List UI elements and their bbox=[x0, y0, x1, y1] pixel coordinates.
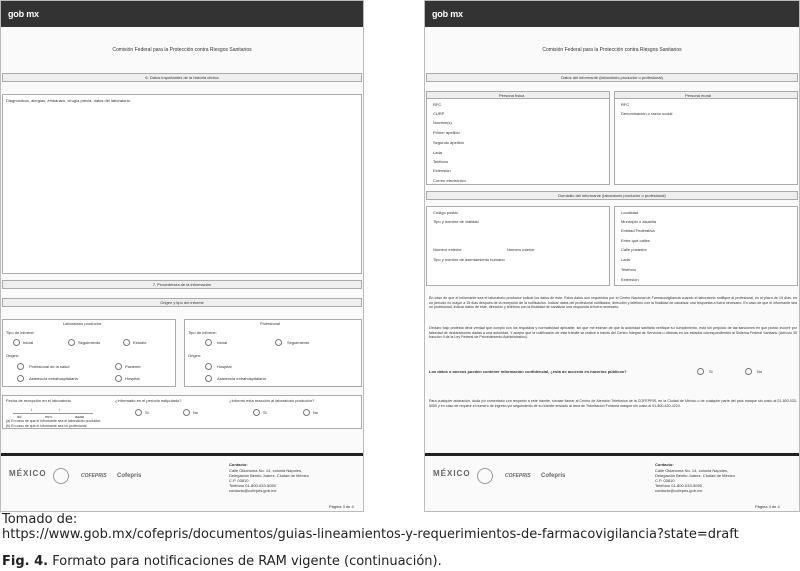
address-line: contacto@cofepris.gob.mx bbox=[229, 488, 277, 493]
origen-label: Origen: bbox=[6, 353, 20, 358]
informant-paragraph: En caso de que el informante sea el laboratorio productor indicar los datos de éste. Estos datos son requeridos por el Centro Nacional de Farmacovigilancia cuando el laboratorio notifique al profesional, en el plazo de 15 días, en un período no mayor a 15 días después de la recepción de la notificación. Indicar datos del profesional notificador, dirección y teléfono con la finalidad de canalizar una respuesta a fuera necesario. En caso de que el informante sea un profesional, indicar datos de éste, dirección y teléfono con la finalidad de canalizar una respuesta si fuera necesario. bbox=[429, 296, 797, 310]
paciente-label: Paciente bbox=[125, 364, 141, 369]
confidential-no-radio[interactable] bbox=[745, 368, 752, 375]
seguimiento-radio-2[interactable] bbox=[275, 339, 282, 346]
hospital-label-2: Hospital bbox=[217, 364, 232, 369]
mm-label: mm bbox=[45, 414, 52, 419]
persona-fisica-box bbox=[426, 91, 610, 185]
form-page-3: gob mx Comisión Federal para la Protección contra Riesgos Sanitarios 6. Datos importantes de la historia clínica Diagnósticos, alergias, embarazo, cirugía previa, datos del laboratorio. 7. Procedencia de la información Origen y tipo del informe Laboratorio productor Tipo de informe: Inicial Seguimiento Estudio Origen: Profesional de la salud Paciente Asistencia extrahospitalaria Hospital Profesional Tipo de informe: Inicial Seguimiento Origen: Hospital Asistencia extrahospitalaria Fecha de recepción en el laboratorio / / dd mm aaaa (a) En caso de que el informante sea el laboratorio productor. (b) En caso de que el informante sea un profesional. ¿Informado en el período estipulado? Si No ¿Informó esta reacción al laboratorio productor? Si No MÉXICO COFEPRIS Cofepris Contacto: Calle Oklahoma No. 14, colonia Nápoles, Delegación Benito Juárez, Ciudad de México C.P. 03810 Teléfono 01-800-033-5050 contacto@cofepris.gob.mx Página 3 de 4 bbox=[0, 0, 364, 512]
page-title: Comisión Federal para la Protección contra Riesgos Sanitarios bbox=[112, 47, 252, 53]
aaaa-label: aaaa bbox=[75, 414, 84, 419]
persona-fisica-title: Persona física bbox=[499, 93, 525, 98]
seguimiento-radio[interactable] bbox=[68, 339, 75, 346]
note-b: (b) En caso de que el informante sea un profesional. bbox=[6, 424, 88, 428]
address-line: C.P. 03810 bbox=[655, 478, 675, 483]
section-7-header: 7. Procedencia de la información bbox=[2, 280, 362, 289]
period-no-radio[interactable] bbox=[183, 409, 190, 416]
num-ext-field[interactable]: Número exterior bbox=[433, 247, 462, 252]
persona-moral-title: Persona moral bbox=[685, 93, 712, 98]
asistencia-label: Asistencia extrahospitalaria bbox=[29, 376, 78, 381]
contact-title: Contacto: bbox=[229, 462, 248, 467]
seal-icon bbox=[53, 468, 69, 484]
gob-mx-logo: gob mx bbox=[1, 1, 363, 27]
footer-rule bbox=[425, 453, 799, 456]
hospital-label: Hospital bbox=[125, 376, 140, 381]
contact-title: Contacto: bbox=[655, 462, 674, 467]
address-line: Teléfono 01-800-033-5050 bbox=[655, 483, 702, 488]
figure-caption bbox=[2, 554, 442, 569]
inicial-label-2: Inicial bbox=[217, 340, 228, 345]
clinical-history-field[interactable] bbox=[2, 94, 362, 274]
address-line: Teléfono 01-800-033-5050 bbox=[229, 483, 276, 488]
address-line: Calle Oklahoma No. 14, colonia Nápoles, bbox=[229, 468, 303, 473]
lab-producer-title: Laboratorio productor bbox=[63, 321, 102, 326]
extension-field[interactable]: Extensión bbox=[433, 168, 451, 173]
footer-rule bbox=[1, 453, 363, 456]
cp-field[interactable]: Código postal bbox=[433, 210, 458, 215]
lada-dom-field[interactable]: Lada bbox=[621, 257, 630, 262]
clinical-history-hint: Diagnósticos, alergias, embarazo, cirugía previa, datos del laboratorio. bbox=[6, 98, 131, 103]
address-line: Delegación Benito Juárez, Ciudad de México bbox=[655, 473, 735, 478]
lab-no-label: No bbox=[313, 410, 319, 415]
telefono-field[interactable]: Teléfono bbox=[433, 159, 449, 164]
entidad-field[interactable]: Entidad Federativa bbox=[621, 228, 655, 233]
razon-social-field[interactable]: Denominación o razón social bbox=[621, 111, 673, 116]
figure-text: Formato para notificaciones de RAM vigente (continuación). bbox=[48, 554, 442, 569]
hospital-radio[interactable] bbox=[115, 375, 122, 382]
figure-label: Fig. 4. bbox=[2, 554, 49, 569]
page-number: Página 4 de 4 bbox=[755, 504, 780, 509]
professional-box bbox=[184, 319, 362, 387]
asistencia-label-2: Asistencia extrahospitalaria bbox=[217, 376, 266, 381]
prof-salud-label: Profesional de la salud bbox=[29, 364, 70, 369]
reception-date-label: Fecha de recepción en el laboratorio bbox=[6, 398, 71, 403]
rfc-moral-field[interactable]: RFC bbox=[621, 102, 630, 107]
professional-title: Profesional bbox=[260, 321, 281, 326]
address-line: Delegación Benito Juárez, Ciudad de México bbox=[229, 473, 309, 478]
report-type-label: Tipo de informe: bbox=[6, 330, 35, 335]
nombre-field[interactable]: Nombre(s) bbox=[433, 120, 452, 125]
form-page-4: gob mx Comisión Federal para la Protección contra Riesgos Sanitarios Datos del informante (laboratorio productor o profesional) Persona física RFC CURP Nombre(s) Primer apellido Segundo apellido Lada Teléfono Extensión Correo electrónico Persona moral RFC Denominación o razón social Domicilio del informante (laboratorio productor o profesional) Código postal Tipo y nombre de vialidad Número exterior Número interior Tipo y nombre de asentamiento humano Localidad Municipio o alcaldía Entidad Federativa Entre qué calles Calle posterior Lada Teléfono Extensión En caso de que el informante sea el laboratorio productor indicar los datos de éste. Estos datos son requeridos por el Centro Nacional de Farmacovigilancia cuando el laboratorio notifique al profesional, en el plazo de 15 días, en un período no mayor a 15 días después de la recepción de la notificación. Indicar datos del profesional notificador, dirección y teléfono con la finalidad de canalizar una respuesta a fuera necesario. En caso de que el informante sea un profesional, indicar datos de éste, dirección y teléfono con la finalidad de canalizar una respuesta si fuera necesario. Declaro bajo protesta decir verdad que cumplo con los requisitos y normatividad aplicable, sin que me eximan de que la autoridad sanitaria verifique su cumplimiento, esto sin perjuicio de las sanciones en que puedo incurrir por falsedad de declaraciones dadas a una autoridad. Y acepto que la notificación de este trámite se realice a través del Centro Integral de Servicios u oficinas en los estados correspondientes al Sistema Federal Sanitario (Artículo 35 fracción II de la Ley Federal de Procedimiento Administrativo). Los datos o anexos pueden contener información confidencial, ¿está de acuerdo en hacerlos públicos? Si No Para cualquier aclaración, duda y/o comentario con respecto a este trámite, sírvase llamar al Centro de Atención Telefónica de la COFEPRIS, en la Ciudad de México o de cualquier parte del país marque sin costo al 01-800-033-5050 y en caso de requerir el número de ingreso y/o seguimiento de su trámite enviado al área de Tramitación Foránea marque sin costo al 01-800-420-4224. MÉXICO COFEPRIS Cofepris Contacto: Calle Oklahoma No. 14, colonia Nápoles, Delegación Benito Juárez, Ciudad de México C.P. 03810 Teléfono 01-800-033-5050 contacto@cofepris.gob.mx Página 4 de 4 bbox=[424, 0, 800, 512]
reception-box: Fecha de recepción en el laboratorio / / dd mm aaaa (a) En caso de que el informante sea el laboratorio productor. (b) En caso de que el informante sea un profesional. ¿Informado en el período estipulado? Si No ¿Informó esta reacción al laboratorio productor? Si No bbox=[2, 395, 362, 429]
confidential-si-radio[interactable] bbox=[697, 368, 704, 375]
period-question: ¿Informado en el período estipulado? bbox=[115, 398, 182, 403]
period-no-label: No bbox=[193, 410, 199, 415]
period-si-label: Si bbox=[145, 410, 149, 415]
lab-si-label: Si bbox=[263, 410, 267, 415]
dd-label: dd bbox=[17, 414, 22, 419]
paciente-radio[interactable] bbox=[115, 363, 122, 370]
gob-mx-logo: gob mx bbox=[425, 1, 799, 27]
inicial-radio-2[interactable] bbox=[205, 339, 212, 346]
telefono-dom-field[interactable]: Teléfono bbox=[621, 267, 637, 272]
domicilio-header: Domicilio del informante (laboratorio productor o profesional) bbox=[426, 191, 798, 200]
entre-calles-field[interactable]: Entre qué calles bbox=[621, 238, 650, 243]
mexico-logo: MÉXICO bbox=[433, 469, 471, 478]
num-int-field[interactable]: Número interior bbox=[507, 247, 535, 252]
address-line: C.P. 03810 bbox=[229, 478, 249, 483]
inicial-radio[interactable] bbox=[13, 339, 20, 346]
period-si-radio[interactable] bbox=[135, 409, 142, 416]
source-label: Tomado de: bbox=[2, 512, 78, 527]
asistencia-radio-2[interactable] bbox=[205, 375, 212, 382]
address-line: Calle Oklahoma No. 14, colonia Nápoles, bbox=[655, 468, 729, 473]
seguimiento-label-2: Seguimiento bbox=[287, 340, 310, 345]
note-a: (a) En caso de que el informante sea el laboratorio productor. bbox=[6, 419, 102, 423]
declaration-paragraph: Declaro bajo protesta decir verdad que cumplo con los requisitos y normatividad aplicable, sin que me eximan de que la autoridad sanitaria verifique su cumplimiento, esto sin perjuicio de las sanciones en que puedo incurrir por falsedad de declaraciones dadas a una autoridad. Y acepto que la notificación de este trámite se realice a través del Centro Integral de Servicios u oficinas en los estados correspondientes al Sistema Federal Sanitario (Artículo 35 fracción II de la Ley Federal de Procedimiento Administrativo). bbox=[429, 326, 797, 340]
source-url[interactable]: https://www.gob.mx/cofepris/documentos/guias-lineamientos-y-requerimientos-de-farmacovigilancia?state=draft bbox=[2, 527, 739, 542]
domicilio-right-box bbox=[614, 206, 798, 286]
address-line: contacto@cofepris.gob.mx bbox=[655, 488, 703, 493]
asentamiento-field[interactable]: Tipo y nombre de asentamiento humano bbox=[433, 257, 505, 262]
prof-salud-radio[interactable] bbox=[17, 363, 24, 370]
cofepris-logo: Cofepris bbox=[117, 473, 142, 479]
estudio-label: Estudio bbox=[133, 340, 147, 345]
lab-producer-box bbox=[2, 319, 176, 387]
calle-posterior-field[interactable]: Calle posterior bbox=[621, 247, 647, 252]
vialidad-field[interactable]: Tipo y nombre de vialidad bbox=[433, 219, 479, 224]
lada-field[interactable]: Lada bbox=[433, 150, 442, 155]
mexico-logo: MÉXICO bbox=[9, 469, 47, 478]
page-title: Comisión Federal para la Protección contra Riesgos Sanitarios bbox=[542, 47, 682, 53]
extension-dom-field[interactable]: Extensión bbox=[621, 277, 639, 282]
seal-icon bbox=[477, 468, 493, 484]
lab-si-radio[interactable] bbox=[253, 409, 260, 416]
origin-header: Origen y tipo del informe bbox=[2, 298, 362, 307]
domicilio-left-box bbox=[426, 206, 610, 286]
curp-field[interactable]: CURP bbox=[433, 111, 445, 116]
confidential-si-label: Si bbox=[709, 369, 713, 374]
confidential-question: Los datos o anexos pueden contener información confidencial, ¿está de acuerdo en hacerlos públicos? bbox=[429, 369, 627, 374]
municipio-field[interactable]: Municipio o alcaldía bbox=[621, 219, 657, 224]
section-6-header: 6. Datos importantes de la historia clínica bbox=[2, 73, 362, 82]
seguimiento-label: Seguimiento bbox=[78, 340, 101, 345]
email-field[interactable]: Correo electrónico bbox=[433, 178, 466, 183]
hospital-radio-2[interactable] bbox=[205, 363, 212, 370]
report-type-label-2: Tipo de informe: bbox=[188, 330, 217, 335]
inicial-label: Inicial bbox=[23, 340, 34, 345]
segundo-apellido-field[interactable]: Segundo apellido bbox=[433, 140, 464, 145]
origen-label-2: Origen: bbox=[188, 353, 202, 358]
persona-moral-box bbox=[614, 91, 798, 185]
lab-no-radio[interactable] bbox=[303, 409, 310, 416]
cofepris-logo: Cofepris bbox=[541, 473, 566, 479]
primer-apellido-field[interactable]: Primer apellido bbox=[433, 130, 460, 135]
page-number: Página 3 de 4 bbox=[329, 504, 354, 509]
confidential-no-label: No bbox=[757, 369, 763, 374]
localidad-field[interactable]: Localidad bbox=[621, 210, 639, 215]
estudio-radio[interactable] bbox=[123, 339, 130, 346]
rfc-field[interactable]: RFC bbox=[433, 102, 442, 107]
contact-paragraph: Para cualquier aclaración, duda y/o comentario con respecto a este trámite, sírvase llamar al Centro de Atención Telefónica de la COFEPRIS, en la Ciudad de México o de cualquier parte del país marque sin costo al 01-800-033-5050 y en caso de requerir el número de ingreso y/o seguimiento de su trámite enviado al área de Tramitación Foránea marque sin costo al 01-800-420-4224. bbox=[429, 399, 797, 408]
asistencia-radio[interactable] bbox=[17, 375, 24, 382]
informant-header: Datos del informante (laboratorio productor o profesional) bbox=[426, 73, 798, 82]
lab-question: ¿Informó esta reacción al laboratorio productor? bbox=[229, 398, 315, 403]
